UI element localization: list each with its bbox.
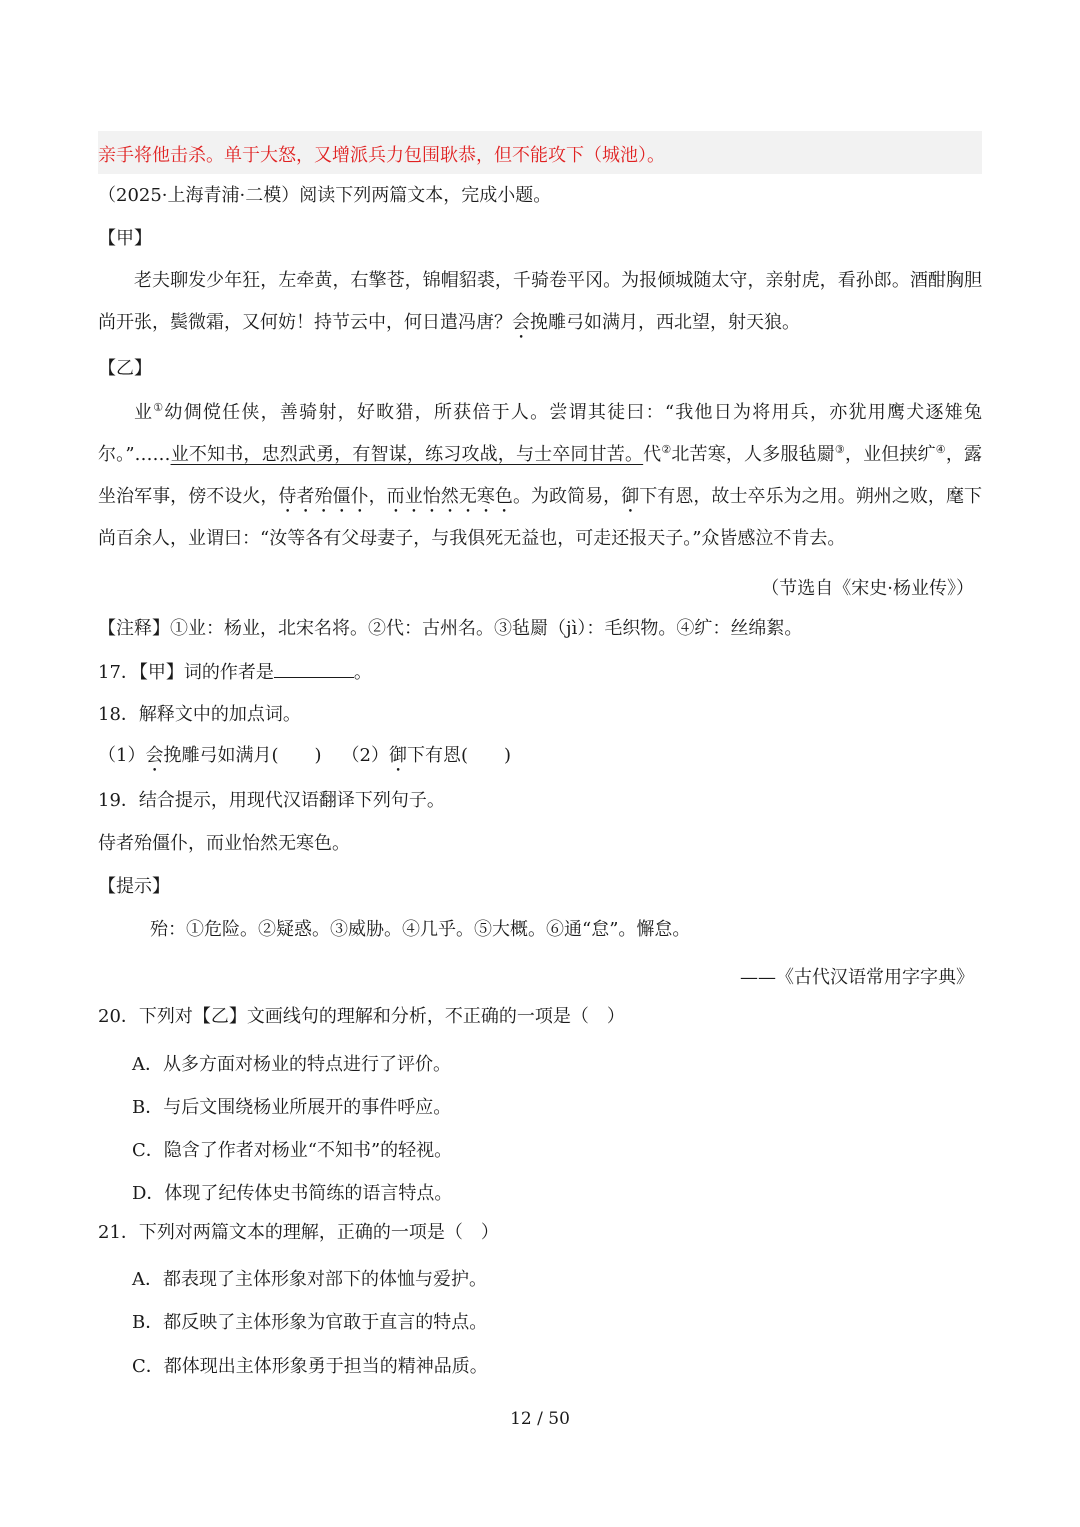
q17-text: 17．【甲】词的作者是 [98, 662, 274, 683]
q20-option-d[interactable]: D．体现了纪传体史书简练的语言特点。 [132, 1183, 453, 1204]
jia-passage [98, 260, 982, 344]
hint-text: 殆：①危险。②疑惑。③威胁。④几乎。⑤大概。⑥通“怠”。懈怠。 [150, 919, 691, 940]
q21-option-b[interactable]: B．都反映了主体形象为官敢于直言的特点。 [132, 1312, 488, 1333]
hint-label: 【提示】 [98, 876, 170, 897]
footnote-mark: ① [153, 401, 165, 414]
notes: 【注释】①业：杨业，北宋名将。②代：古州名。③毡罽（jì）：毛织物。④纩：丝绵絮。 [98, 618, 803, 639]
question-21: 21．下列对两篇文本的理解，正确的一项是（ ） [98, 1222, 499, 1243]
yi-seg: 下有恩，故士卒乐为之用。朔州之败，麾下尚百余人，业谓曰：“汝等各有父母妻子，与我俱死无益也，可走还报天子。”众皆感泣不肯去。 [98, 486, 983, 549]
dotted-sentence: 侍者殆僵仆，而业怡然无寒色 [278, 486, 513, 507]
footnote-mark: ④ [935, 443, 946, 456]
answer-blank [274, 661, 354, 678]
source-citation: （节选自《宋史·杨业传》） [761, 578, 974, 599]
yi-label: 【乙】 [98, 358, 152, 379]
footnote-mark: ② [661, 443, 672, 456]
q17-end: 。 [353, 662, 372, 683]
question-18-items [98, 745, 511, 776]
yi-passage [98, 392, 982, 560]
yi-seg: 代 [643, 444, 662, 465]
q18-item1-text: 挽雕弓如满月( ) [163, 745, 322, 766]
dotted-word: 御 [621, 486, 640, 507]
q18-item1-num: （1） [98, 745, 146, 766]
yi-seg: 业 [134, 402, 154, 423]
jia-text-a: 老夫聊发少年狂，左牵黄，右擎苍，锦帽貂裘，千骑卷平冈。为报倾城随太守，亲射虎，看孙郎。酒酣胸胆尚开张，鬓微霜，又何妨！持节云中，何日遣冯唐？ [98, 270, 982, 333]
question-19: 19．结合提示，用现代汉语翻译下列句子。 [98, 790, 445, 811]
footnote-mark: ③ [834, 443, 845, 456]
yi-seg: ，业但挟纩 [844, 444, 936, 465]
jia-dotted-word: 会 [512, 312, 530, 333]
underlined-sentence: 业不知书，忠烈武勇，有智谋，练习攻战，与士卒同甘苦。 [170, 444, 644, 465]
q20-option-a[interactable]: A．从多方面对杨业的特点进行了评价。 [132, 1054, 451, 1075]
jia-text-b: 挽雕弓如满月，西北望，射天狼。 [530, 312, 800, 333]
answer-highlight [98, 131, 982, 174]
question-17 [98, 661, 372, 684]
hint-source: ——《古代汉语常用字字典》 [740, 967, 974, 988]
yi-seg: ，露坐治军事，傍不设火， [98, 444, 983, 507]
q19-sentence: 侍者殆僵仆，而业怡然无寒色。 [98, 833, 350, 854]
q18-item2-text: 下有恩( ) [406, 745, 511, 766]
question-18: 18．解释文中的加点词。 [98, 704, 301, 725]
yi-seg: 北苦寒，人多服毡罽 [671, 444, 835, 465]
q20-option-b[interactable]: B．与后文围绕杨业所展开的事件呼应。 [132, 1097, 452, 1118]
yi-seg: 。为政简易， [512, 486, 622, 507]
q18-dotted-2: 御 [388, 745, 407, 766]
q18-item2-num: （2） [341, 745, 389, 766]
page-number: 12 / 50 [510, 1409, 570, 1429]
q20-option-c[interactable]: C．隐含了作者对杨业“不知书”的轻视。 [132, 1140, 453, 1161]
yi-seg: 幼倜傥任侠，善骑射，好畋猎，所获倍于人。尝谓其徒曰：“我他日为将用兵，亦犹用鹰犬逐雉兔尔。”…… [98, 402, 982, 465]
question-20: 20．下列对【乙】文画线句的理解和分析，不正确的一项是（ ） [98, 1006, 625, 1027]
q21-option-a[interactable]: A．都表现了主体形象对部下的体恤与爱护。 [132, 1269, 487, 1290]
intro-line: （2025·上海青浦·二模）阅读下列两篇文本，完成小题。 [98, 185, 552, 206]
jia-label: 【甲】 [98, 228, 152, 249]
q18-dotted-1: 会 [145, 745, 164, 766]
q21-option-c[interactable]: C．都体现出主体形象勇于担当的精神品质。 [132, 1356, 488, 1377]
answer-text: 亲手将他击杀。单于大怒，又增派兵力包围耿恭，但不能攻下（城池）。 [98, 145, 665, 166]
